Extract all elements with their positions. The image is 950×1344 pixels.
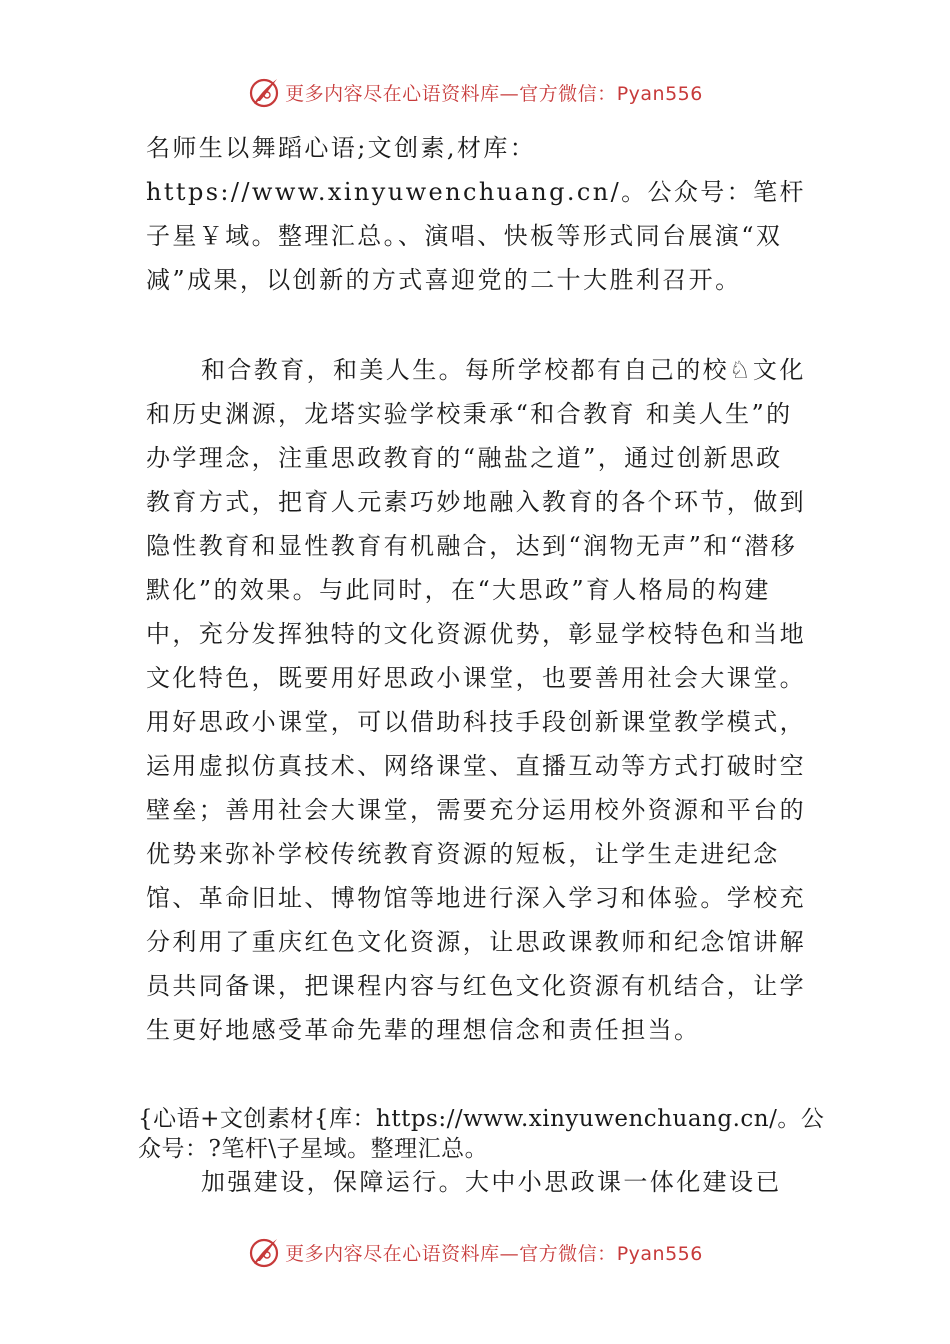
banner-wechat-label: 官方微信： [519, 1242, 617, 1265]
banner-separator: — [499, 1242, 520, 1265]
banner-wechat-id: Pyan556 [616, 82, 703, 105]
footer-banner [0, 1232, 950, 1272]
banner-text [285, 79, 703, 106]
header-banner [0, 72, 950, 112]
paragraph-1: 名师生以舞蹈心语;文创素,材库：https://www.xinyuwenchuang.cn/。公众号：笔杆子星￥域。整理汇总。、演唱、快板等形式同台展演“双减”成果，以创新的方式喜迎党的二十大胜利召开。 [146, 134, 806, 294]
paragraph-3: 加强建设，保障运行。大中小思政课一体化建设已 [201, 1168, 782, 1196]
banner-site-name: 更多内容尽在心语资料库 [285, 1242, 500, 1265]
banner-separator: — [499, 82, 520, 105]
banner-site-name: 更多内容尽在心语资料库 [285, 82, 500, 105]
quill-seal-icon [247, 75, 281, 109]
banner-text [285, 1239, 703, 1266]
quill-seal-icon [247, 1235, 281, 1269]
watermark-paragraph: {心语+文创素材{库：https://www.xinyuwenchuang.cn/。公众号：?笔杆\子星域。整理汇总。 [138, 1106, 825, 1162]
paragraph-2: 和合教育，和美人生。每所学校都有自己的校♘文化和历史渊源，龙塔实验学校秉承“和合教育 和美人生”的办学理念，注重思政教育的“融盐之道”，通过创新思政教育方式，把育人元素巧妙地融入教育的各个环节，做到隐性教育和显性教育有机融合，达到“润物无声”和“潜移默化”的效果。与此同时，在“大思政”育人格局的构建中，充分发挥独特的文化资源优势，彰显学校特色和当地文化特色，既要用好思政小课堂，也要善用社会大课堂。用好思政小课堂，可以借助科技手段创新课堂教学模式，运用虚拟仿真技术、网络课堂、直播互动等方式打破时空壁垒；善用社会大课堂，需要充分运用校外资源和平台的优势来弥补学校传统教育资源的短板，让学生走进纪念馆、革命旧址、博物馆等地进行深入学习和体验。学校充分利用了重庆红色文化资源，让思政课教师和纪念馆讲解员共同备课，把课程内容与红色文化资源有机结合，让学生更好地感受革命先辈的理想信念和责任担当。 [146, 356, 806, 1044]
banner-wechat-id: Pyan556 [616, 1242, 703, 1265]
banner-wechat-label: 官方微信： [519, 82, 617, 105]
